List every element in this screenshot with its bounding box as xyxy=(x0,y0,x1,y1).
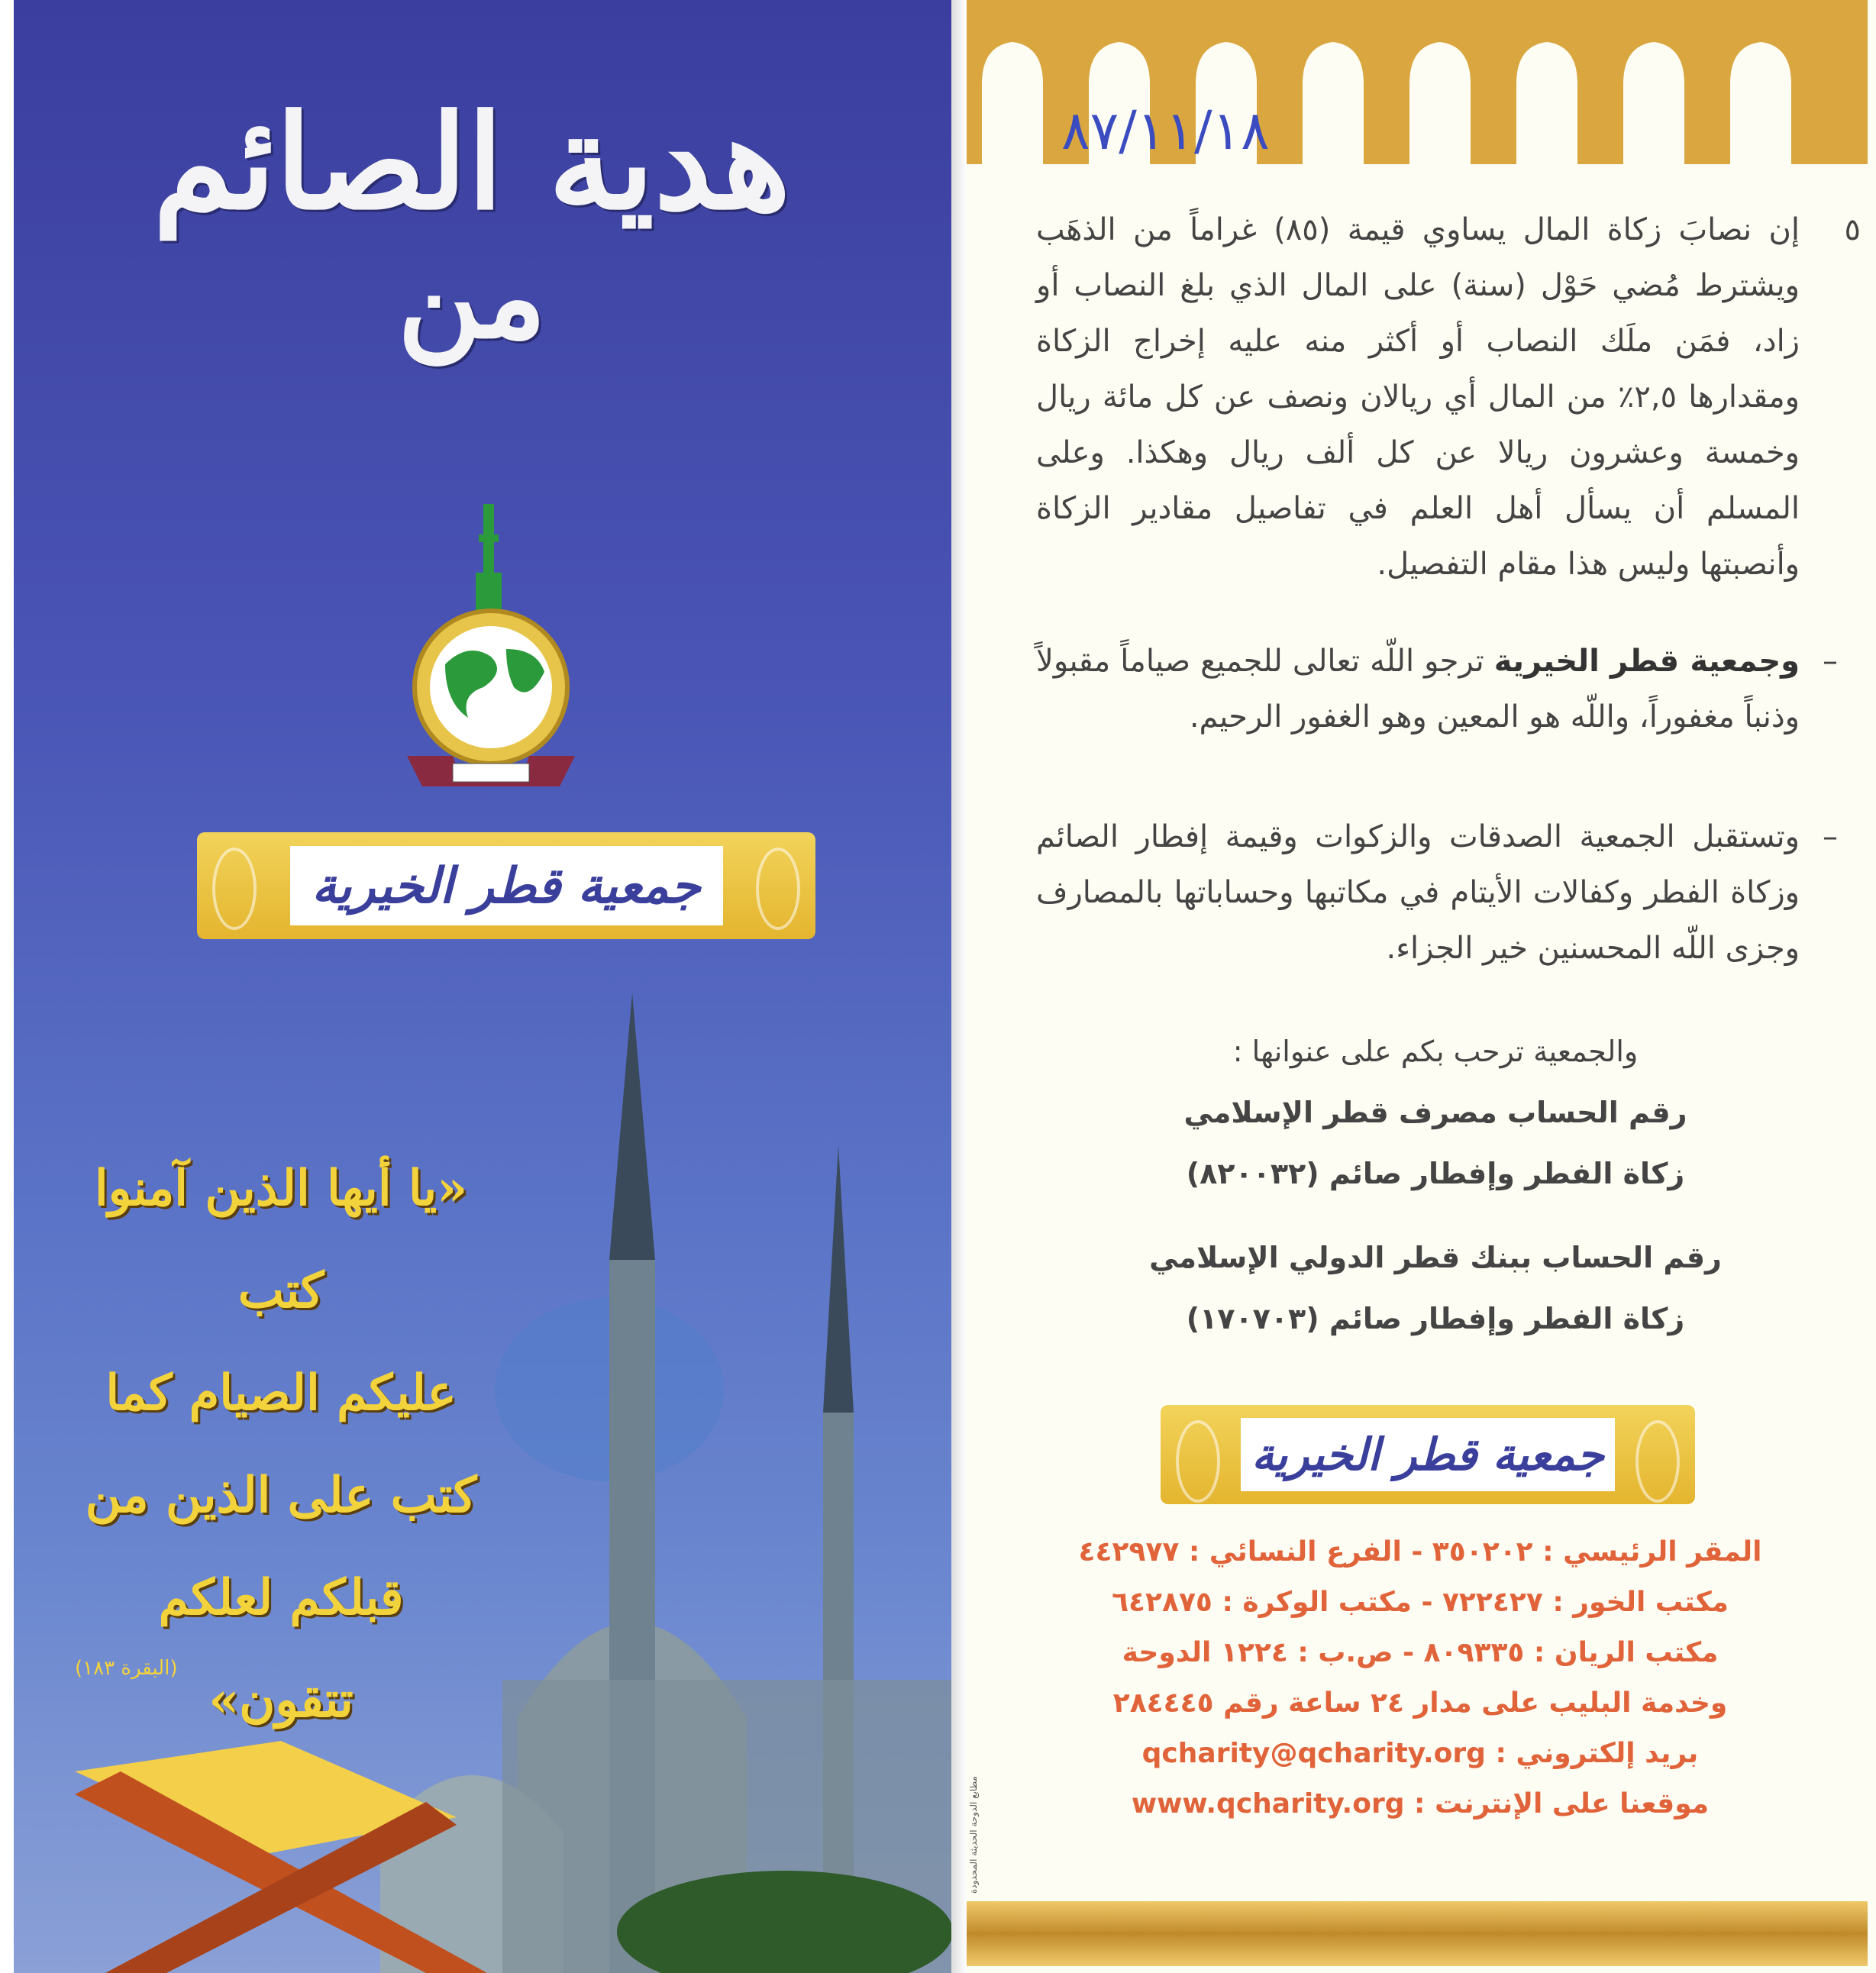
verse-line: «يا أيها الذين آمنوا كتب xyxy=(94,1160,468,1319)
banner-text: جمعية قطر الخيرية xyxy=(1241,1418,1615,1491)
cover-panel xyxy=(14,0,951,1973)
paragraph-text: إن نصابَ زكاة المال يساوي قيمة (٨٥) غراماً من الذهَب ويشترط مُضي حَوْل (سنة) على المال الذي بلغ النصاب أو زاد، فمَن ملَك النصاب أو أكثر منه عليه إخراج الزكاة ومقدارها ٢,٥٪ من المال أي ريالان ونصف عن كل مائة ريال وخمسة وعشرون ريالا عن كل ألف ريال وهكذا. وعلى المسلم أن يسأل أهل العلم في تفاصيل مقادير الزكاة وأنصبتها وليس هذا مقام التفصيل. xyxy=(1036,212,1800,582)
bullet-dash: – xyxy=(1823,819,1838,854)
email-label: بريد إلكتروني : xyxy=(1495,1738,1699,1769)
charity-name-bold: وجمعية قطر الخيرية xyxy=(1493,644,1800,679)
verse-reference: (البقرة ١٨٣) xyxy=(75,1657,178,1680)
email-link[interactable]: qcharity@qcharity.org xyxy=(1141,1738,1486,1769)
account1-number: زكاة الفطر وإفطار صائم (٨٢٠٠٣٢) xyxy=(1186,1157,1685,1190)
account2-bank: رقم الحساب ببنك قطر الدولي الإسلامي xyxy=(1149,1241,1722,1274)
account1-bank: رقم الحساب مصرف قطر الإسلامي xyxy=(1183,1096,1687,1129)
qatar-charity-logo xyxy=(399,504,583,809)
fold-line xyxy=(951,0,967,1973)
paragraph-text: ترجو اللّه تعالى للجميع صياماً مقبولاً وذنباً مغفوراً، واللّه هو المعين وهو الغفور الرحيم. xyxy=(1036,644,1800,735)
welcome-text: والجمعية ترحب بكم على عنوانها : xyxy=(1232,1035,1639,1068)
bottom-gold-border xyxy=(967,1901,1868,1966)
website-line xyxy=(1069,1779,1771,1829)
title-line: هدية الصائم xyxy=(153,86,791,239)
bullet-dash: – xyxy=(1823,644,1838,679)
verse-line: قبلكم لعلكم xyxy=(158,1569,404,1626)
contact-line: مكتب الريان : ٨٠٩٣٣٥ - ص.ب : ١٢٢٤ الدوحة xyxy=(1122,1637,1719,1668)
verse-line: كتب على الذين من xyxy=(85,1467,477,1524)
printer-credit: مطابع الدوحة الحديثة المحدودة xyxy=(968,1776,979,1894)
paragraph-text: وتستقبل الجمعية الصدقات والزكوات وقيمة إفطار الصائم وزكاة الفطر وكفالات الأيتام في مكاتبها وحساباتها بالمصارف وجزى اللّه المحسنين خير الجزاء. xyxy=(1036,819,1800,966)
quran-stand-icon xyxy=(29,1726,487,1973)
title-line: من xyxy=(397,230,547,364)
contact-line: مكتب الخور : ٧٢٢٤٢٧ - مكتب الوكرة : ٦٤٢٨٧٥ xyxy=(1112,1587,1729,1618)
banner-text: جمعية قطر الخيرية xyxy=(290,846,723,925)
contact-line: المقر الرئيسي : ٣٥٠٢٠٢ - الفرع النسائي : ٤٤٢٩٧٧ xyxy=(1078,1536,1762,1568)
website-link[interactable]: www.qcharity.org xyxy=(1131,1788,1405,1820)
cover-title xyxy=(105,86,838,364)
contact-info xyxy=(1069,1527,1771,1829)
account2-number: زكاة الفطر وإفطار صائم (١٧٠٧٠٣) xyxy=(1186,1302,1685,1335)
zakat-nisab-paragraph xyxy=(1036,202,1861,593)
charity-name-banner xyxy=(197,832,815,939)
item-number: ٥ xyxy=(1844,212,1861,247)
charity-name-banner xyxy=(1161,1405,1695,1504)
donations-paragraph xyxy=(1036,809,1838,977)
verse-line: تتقون» xyxy=(208,1671,354,1729)
email-line xyxy=(1069,1729,1771,1779)
website-label: موقعنا على الإنترنت : xyxy=(1414,1788,1710,1820)
contact-line: وخدمة البليب على مدار ٢٤ ساعة رقم ٢٨٤٤٤٥ xyxy=(1112,1687,1728,1719)
handwritten-date: ٨٧/١١/١٨ xyxy=(1061,99,1270,162)
verse-line: عليكم الصيام كما xyxy=(105,1364,457,1422)
charity-prayer-paragraph xyxy=(1036,634,1838,745)
